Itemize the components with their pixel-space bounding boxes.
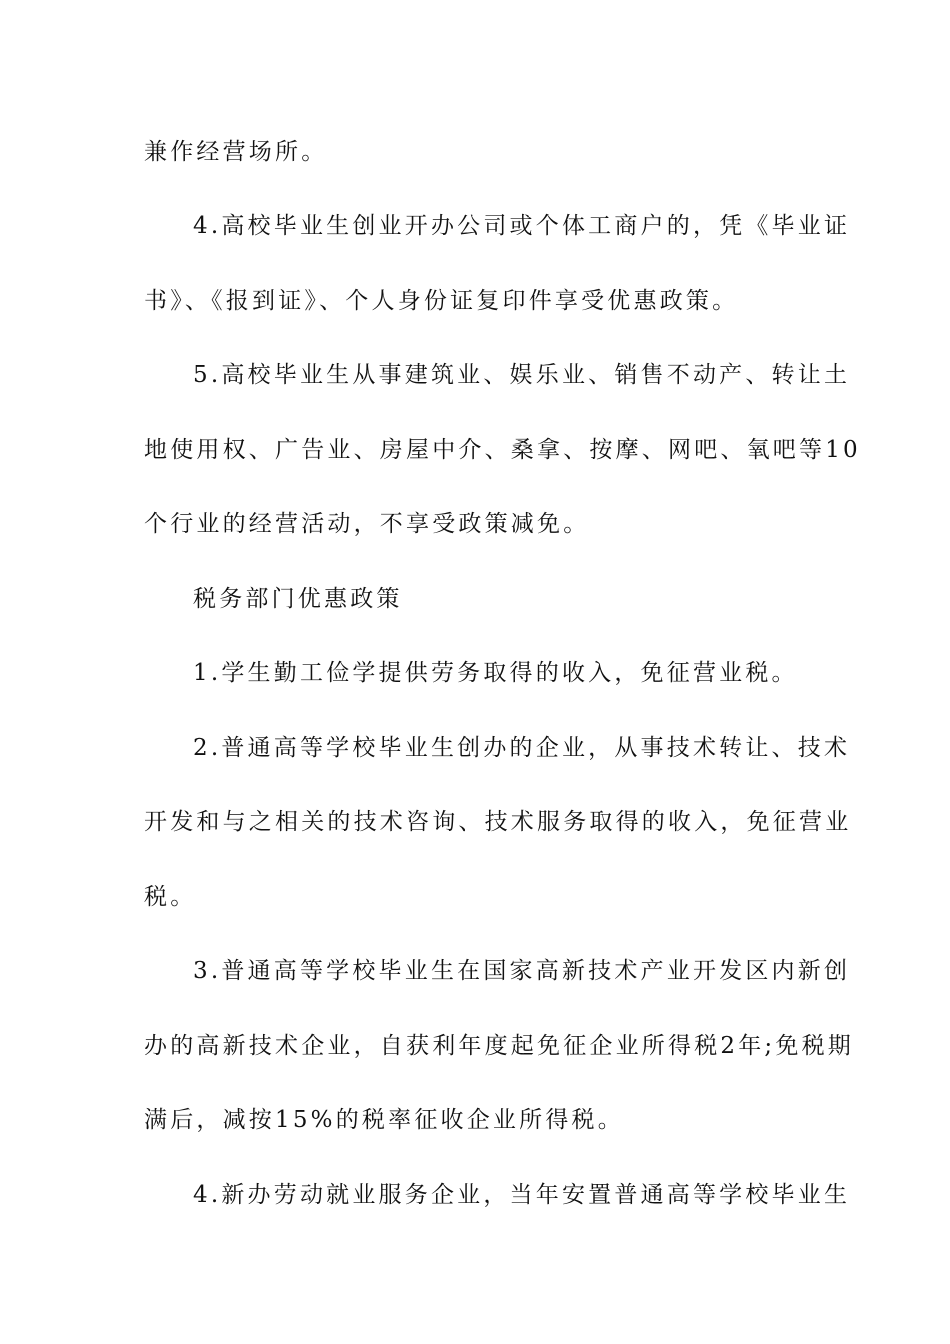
text-line: 4.新办劳动就业服务企业，当年安置普通高等学校毕业生 xyxy=(193,1182,851,1208)
text-line: 满后，减按15%的税率征收企业所得税。 xyxy=(144,1107,624,1133)
text-line: 4.高校毕业生创业开办公司或个体工商户的，凭《毕业证 xyxy=(193,213,851,239)
text-line: 个行业的经营活动，不享受政策减免。 xyxy=(144,511,590,537)
text-line: 地使用权、广告业、房屋中介、桑拿、按摩、网吧、氧吧等10 xyxy=(144,437,861,463)
text-line: 3.普通高等学校毕业生在国家高新技术产业开发区内新创 xyxy=(193,958,851,984)
text-line: 2.普通高等学校毕业生创办的企业，从事技术转让、技术 xyxy=(193,735,851,761)
text-line: 开发和与之相关的技术咨询、技术服务取得的收入，免征营业 xyxy=(144,809,852,835)
text-line: 5.高校毕业生从事建筑业、娱乐业、销售不动产、转让土 xyxy=(193,362,851,388)
text-line: 办的高新技术企业，自获利年度起免征企业所得税2年;免税期 xyxy=(144,1033,854,1059)
text-line: 1.学生勤工俭学提供劳务取得的收入，免征营业税。 xyxy=(193,660,798,686)
text-line: 税。 xyxy=(144,884,197,910)
section-heading: 税务部门优惠政策 xyxy=(193,586,403,612)
text-line: 兼作经营场所。 xyxy=(144,139,328,165)
text-line: 书》、《报到证》、个人身份证复印件享受优惠政策。 xyxy=(144,288,739,314)
